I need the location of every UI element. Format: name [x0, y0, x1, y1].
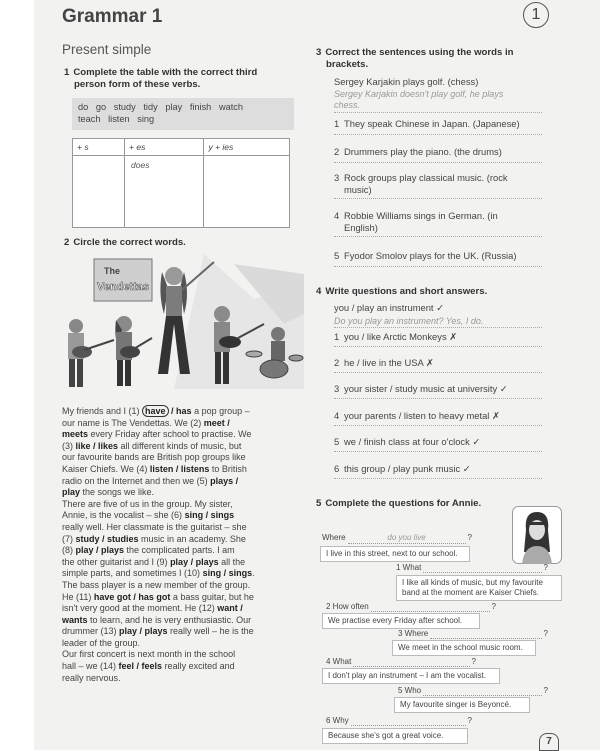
- column-header-es: + es: [125, 139, 204, 156]
- story-text: simple parts, and sometimes I (10): [62, 568, 203, 579]
- answer-text: Because she's got a great voice.: [328, 731, 444, 740]
- answer-text: We meet in the school music room.: [398, 643, 523, 652]
- answer-cell-s[interactable]: [73, 156, 125, 228]
- story-text: The bass player is a new member of the group.: [62, 579, 251, 590]
- answer-choice[interactable]: listen / listens: [149, 463, 210, 474]
- question-mark: ?: [543, 686, 548, 695]
- story-text: radio on the Internet and then we (5): [62, 475, 211, 486]
- task4-item-number: 1: [334, 331, 340, 342]
- task3-item-number: 5: [334, 250, 340, 261]
- handwritten-answer: do you live: [387, 533, 426, 542]
- answer-choice[interactable]: sing / sings: [202, 568, 253, 579]
- answer-choice[interactable]: sing / sings: [184, 510, 235, 521]
- question-mark: ?: [471, 657, 476, 666]
- question-start: 6 Why: [326, 716, 349, 725]
- guitarist-left-figure: [68, 319, 114, 387]
- story-text: Kaiser Chiefs. We (4): [62, 463, 150, 474]
- task1-instruction-line2: person form of these verbs.: [74, 79, 201, 90]
- task3-instruction-line2: brackets.: [326, 59, 369, 70]
- story-text: to British: [209, 463, 247, 474]
- question-blank[interactable]: [348, 533, 466, 544]
- question-prompt: [322, 533, 472, 544]
- verb-word-box: [72, 98, 294, 130]
- section-subtitle: Present simple: [62, 42, 152, 57]
- task3-item-number: 3: [334, 172, 340, 183]
- answer-choice[interactable]: wants: [62, 614, 88, 625]
- task3-example-prompt: Sergey Karjakin plays golf. (chess): [334, 76, 479, 87]
- task5-instruction-text: Complete the questions for Annie.: [325, 498, 482, 509]
- story-line: [62, 406, 284, 418]
- task4-item-text: this group / play punk music ✓: [344, 463, 471, 474]
- story-line: [62, 441, 284, 453]
- story-line: [62, 568, 284, 580]
- question-mark: ?: [491, 602, 496, 611]
- answer-bubble: [322, 668, 500, 684]
- task2-number: 2: [64, 237, 70, 248]
- story-line: [62, 534, 284, 546]
- answer-choice[interactable]: play / plays: [170, 556, 219, 567]
- task4-item-text: we / finish class at four o'clock ✓: [344, 436, 481, 447]
- answer-choice[interactable]: have got / has got: [93, 591, 171, 602]
- story-line: [62, 510, 284, 522]
- question-prompt: [398, 686, 548, 696]
- answer-text: band at the moment are Kaiser Chiefs.: [402, 588, 539, 597]
- task3-item-text: They speak Chinese in Japan. (Japanese): [344, 118, 520, 129]
- story-line: [62, 603, 284, 615]
- story-line: [62, 487, 284, 499]
- answer-text: I live in this street, next to our school.: [326, 549, 458, 558]
- task4-item-text: you / like Arctic Monkeys ✗: [344, 331, 458, 342]
- story-text: a pop group –: [191, 406, 250, 416]
- answer-text: My favourite singer is Beyoncé.: [400, 700, 512, 709]
- question-prompt: [326, 602, 496, 612]
- task3-item-text-cont: music): [344, 183, 372, 195]
- story-text: our name is The Vendettas. We (2): [62, 417, 204, 428]
- question-mark: ?: [543, 629, 548, 638]
- task3-example-answer-line1: Sergey Karjakin doesn't play golf, he plays: [334, 89, 504, 99]
- story-text: leader of the group.: [62, 637, 141, 648]
- task3-instruction-line1: Correct the sentences using the words in: [325, 47, 514, 58]
- story-line: [62, 429, 284, 441]
- question-start: Where: [322, 533, 346, 542]
- story-text: Our first concert is next month in the school: [62, 649, 236, 660]
- question-start: 5 Who: [398, 686, 422, 695]
- task3-item-text: Fyodor Smolov plays for the UK. (Russia): [344, 250, 517, 261]
- story-text: hall – we (14): [62, 661, 119, 672]
- verb-forms-table: [72, 138, 290, 228]
- story-text: really well – he is the: [167, 626, 254, 637]
- guitarist-girl-figure: [115, 316, 152, 386]
- task4-instruction-text: Write questions and short answers.: [325, 286, 488, 297]
- task1-instruction-line1: Complete the table with the correct third: [73, 67, 258, 78]
- band-illustration: [54, 254, 304, 389]
- question-start: 1 What: [396, 563, 422, 572]
- story-text: to learn, and he is very enthusiastic. Our: [87, 614, 252, 625]
- story-line: [62, 615, 284, 627]
- question-blank[interactable]: [423, 686, 541, 696]
- question-blank[interactable]: [351, 716, 466, 726]
- story-text: the other guitarist and I (9): [62, 556, 171, 567]
- story-text: all different kinds of music, but: [118, 440, 242, 451]
- question-prompt: [326, 657, 476, 667]
- task3-item-number: 4: [334, 210, 340, 221]
- story-text: the songs we like.: [80, 487, 155, 498]
- task4-item-number: 2: [334, 357, 340, 368]
- task2-instruction-text: Circle the correct words.: [73, 237, 186, 248]
- answer-choice[interactable]: study / studies: [75, 533, 139, 544]
- question-mark: ?: [467, 716, 472, 725]
- story-line: [62, 464, 284, 476]
- answer-choice[interactable]: like / likes: [75, 440, 119, 451]
- answer-choice[interactable]: meets: [62, 429, 89, 440]
- task1-instruction: [64, 67, 304, 91]
- story-text: My friends and I (1): [62, 406, 143, 416]
- story-text: (7): [62, 533, 76, 544]
- answer-choice[interactable]: plays /: [210, 475, 239, 486]
- story-text: really well. Her classmate is the guitarist – she: [62, 521, 247, 532]
- task4-number: 4: [316, 286, 322, 297]
- answer-choice[interactable]: play / plays: [119, 626, 168, 637]
- question-blank[interactable]: [430, 629, 541, 639]
- task3-item-number: 1: [334, 118, 340, 129]
- story-text: Annie, is the vocalist – she (6): [62, 510, 185, 521]
- answer-bubble: [396, 575, 562, 601]
- band-story-text: [62, 406, 284, 684]
- unit-number-badge: 1: [523, 2, 549, 28]
- answer-choice[interactable]: / has: [168, 406, 192, 416]
- story-text: .: [252, 568, 255, 579]
- task3-item-text-cont: English): [344, 221, 378, 233]
- story-text: all the: [218, 556, 246, 567]
- answer-choice[interactable]: have: [142, 405, 169, 417]
- story-text: He (11): [62, 591, 94, 602]
- story-line: [62, 499, 284, 511]
- story-text: really nervous.: [62, 672, 121, 683]
- story-text: our favourite bands are British pop groups like: [62, 452, 246, 463]
- answer-bubble: [322, 728, 468, 744]
- story-line: [62, 592, 284, 604]
- story-line: [62, 661, 284, 673]
- column-header-ies: y + ies: [204, 139, 290, 156]
- story-line: [62, 522, 284, 534]
- task4-item-text: your parents / listen to heavy metal ✗: [344, 410, 500, 421]
- task3-item-number: 2: [334, 146, 340, 157]
- verb-words-line2: teach listen sing: [78, 114, 155, 124]
- story-line: [62, 649, 284, 661]
- question-blank[interactable]: [353, 657, 469, 667]
- story-line: [62, 452, 284, 464]
- story-line: [62, 418, 284, 430]
- story-text: the complicated parts. I am: [124, 545, 235, 556]
- answer-choice[interactable]: play / plays: [75, 545, 125, 556]
- question-prompt: [396, 563, 548, 573]
- story-text: drummer (13): [62, 626, 120, 637]
- story-line: [62, 626, 284, 638]
- question-prompt: [326, 716, 472, 726]
- task4-item-number: 4: [334, 410, 340, 421]
- answer-text: We practise every Friday after school.: [328, 616, 463, 625]
- task3-example-answer-line2: chess.: [334, 100, 361, 110]
- page-gutter: [0, 0, 34, 750]
- task3-number: 3: [316, 47, 322, 58]
- story-text: every Friday after school to practise. We: [88, 429, 252, 440]
- answer-bubble: [320, 546, 470, 562]
- answer-text: I like all kinds of music, but my favourite: [402, 578, 543, 587]
- task3-item-text: Drummers play the piano. (the drums): [344, 146, 502, 157]
- story-text: a bass guitar, but he: [170, 591, 254, 602]
- story-line: [62, 638, 284, 650]
- example-es: does: [131, 160, 150, 170]
- question-blank[interactable]: [371, 602, 490, 612]
- question-blank[interactable]: [423, 563, 541, 573]
- story-text: (3): [62, 440, 76, 451]
- task4-item-text: your sister / study music at university ✓: [344, 383, 508, 394]
- story-text: There are five of us in the group. My sister,: [62, 498, 233, 509]
- question-start: 2 How often: [326, 602, 369, 611]
- answer-choice[interactable]: play: [62, 487, 81, 498]
- question-start: 4 What: [326, 657, 352, 666]
- page-title: Grammar 1: [62, 6, 163, 27]
- story-line: [62, 580, 284, 592]
- answer-bubble: [392, 640, 536, 656]
- band-logo-name: Vendettas: [97, 281, 149, 293]
- task4-example-answer: Do you play an instrument? Yes, I do.: [334, 316, 484, 326]
- answer-choice[interactable]: meet /: [203, 417, 230, 428]
- story-text: isn't very good at the moment. He (12): [62, 603, 218, 614]
- task5-number: 5: [316, 498, 322, 509]
- story-line: [62, 673, 284, 685]
- answer-bubble: [322, 613, 480, 629]
- story-text: really excited and: [162, 661, 235, 672]
- story-line: [62, 476, 284, 488]
- answer-cell-es[interactable]: [125, 156, 204, 228]
- story-line: [62, 545, 284, 557]
- answer-text: I don't play an instrument – I am the vocalist.: [328, 671, 487, 680]
- task4-example-prompt: you / play an instrument ✓: [334, 302, 444, 313]
- question-mark: ?: [467, 533, 472, 542]
- question-prompt: [398, 629, 548, 639]
- story-line: [62, 557, 284, 569]
- answer-choice[interactable]: want /: [217, 603, 243, 614]
- task2-instruction: [64, 237, 186, 249]
- question-start: 3 Where: [398, 629, 429, 638]
- band-logo-the: The: [104, 266, 121, 276]
- answer-choice[interactable]: feel / feels: [118, 661, 163, 672]
- task4-item-number: 5: [334, 436, 340, 447]
- answer-bubble: [394, 697, 530, 713]
- task1-number: 1: [64, 67, 70, 78]
- column-header-s: + s: [73, 139, 125, 156]
- page-number: 7: [539, 733, 559, 751]
- story-text: (8): [62, 545, 76, 556]
- task4-item-text: he / live in the USA ✗: [344, 357, 434, 368]
- task4-item-number: 6: [334, 463, 340, 474]
- annie-dialogue: [318, 0, 558, 750]
- task4-item-number: 3: [334, 383, 340, 394]
- task3-item-text: Robbie Williams sings in German. (in: [344, 210, 498, 221]
- question-mark: ?: [543, 563, 548, 572]
- answer-cell-ies[interactable]: [204, 156, 290, 228]
- task3-item-text: Rock groups play classical music. (rock: [344, 172, 508, 183]
- verb-words-line1: do go study tidy play finish watch: [78, 102, 243, 112]
- story-text: music in an academy. She: [138, 533, 246, 544]
